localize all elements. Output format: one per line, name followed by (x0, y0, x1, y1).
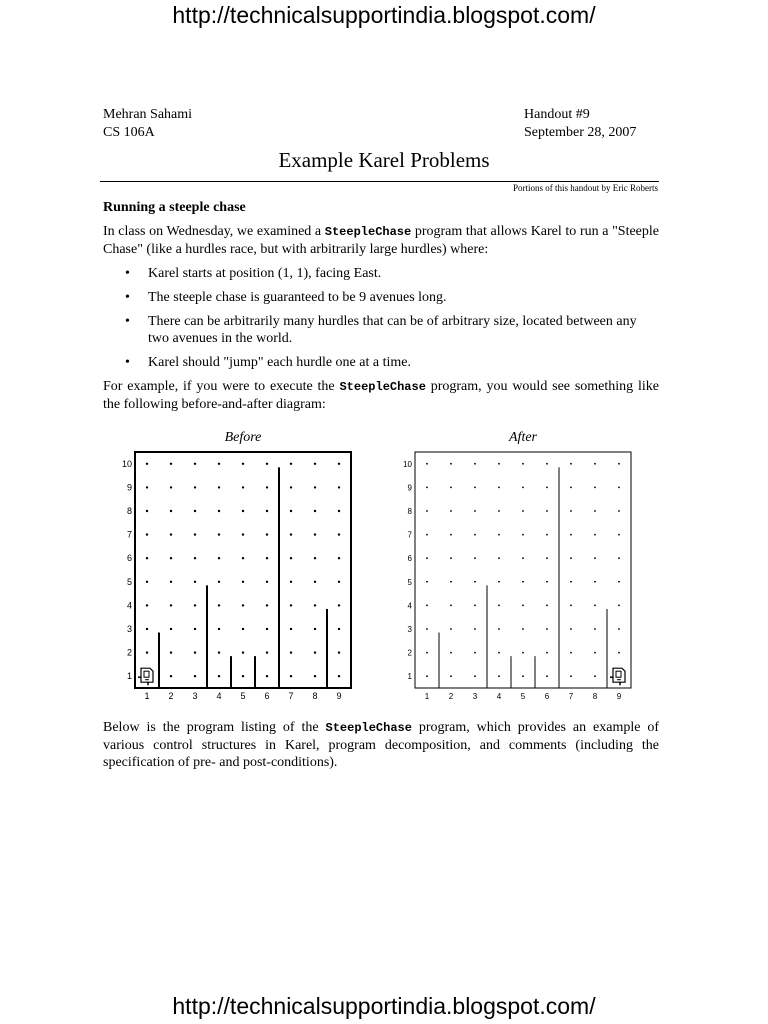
credit-line: Portions of this handout by Eric Roberts (513, 183, 658, 193)
corner-dot (194, 533, 196, 535)
corner-dot (450, 675, 452, 677)
corner-dot (618, 463, 620, 465)
corner-dot (266, 557, 268, 559)
corner-dot (570, 487, 572, 489)
corner-dot (218, 557, 220, 559)
corner-dot (170, 675, 172, 677)
street-label: 6 (126, 553, 132, 564)
corner-dot (522, 487, 524, 489)
corner-dot (314, 604, 316, 606)
corner-dot (194, 628, 196, 630)
corner-dot (218, 510, 220, 512)
corner-dot (618, 581, 620, 583)
intro-code: SteepleChase (324, 225, 412, 239)
corner-dot (290, 675, 292, 677)
street-label: 1 (126, 671, 132, 682)
street-label: 2 (407, 648, 412, 658)
example-text-b: program, you would see something like the following before-and-after diagram: (103, 379, 659, 412)
corner-dot (242, 510, 244, 512)
corner-dot (242, 581, 244, 583)
corner-dot (522, 510, 524, 512)
avenue-label: 6 (264, 691, 270, 701)
corner-dot (338, 510, 340, 512)
avenue-label: 8 (592, 692, 598, 701)
corner-dot (618, 557, 620, 559)
corner-dot (426, 557, 428, 559)
corner-dot (474, 487, 476, 489)
before-world-diagram (120, 452, 360, 704)
corner-dot (618, 605, 620, 607)
street-label: 3 (126, 624, 132, 634)
corner-dot (450, 581, 452, 583)
corner-dot (194, 604, 196, 606)
corner-dot (474, 557, 476, 559)
corner-dot (314, 651, 316, 653)
corner-dot (450, 557, 452, 559)
corner-dot (170, 628, 172, 630)
street-label: 8 (407, 507, 412, 516)
corner-dot (338, 651, 340, 653)
corner-dot (426, 581, 428, 583)
corner-dot (570, 557, 572, 559)
street-label: 3 (407, 625, 412, 634)
corner-dot (170, 510, 172, 512)
corner-dot (242, 557, 244, 559)
corner-dot (498, 605, 500, 607)
corner-dot (146, 604, 148, 606)
corner-dot (546, 675, 548, 677)
corner-dot (290, 533, 292, 535)
street-label: 4 (407, 601, 412, 611)
corner-dot (474, 510, 476, 512)
corner-dot (170, 651, 172, 653)
corner-dot (338, 557, 340, 559)
corner-dot (218, 533, 220, 535)
corner-dot (474, 581, 476, 583)
corner-dot (594, 557, 596, 559)
corner-dot (594, 463, 596, 465)
avenue-label: 1 (144, 691, 150, 701)
corner-dot (218, 486, 220, 488)
avenue-label: 6 (544, 692, 550, 701)
corner-dot (426, 675, 428, 677)
corner-dot (314, 557, 316, 559)
street-label: 5 (407, 577, 412, 587)
section-heading: Running a steeple chase (103, 200, 246, 215)
corner-dot (266, 628, 268, 630)
corner-dot (474, 675, 476, 677)
street-label: 9 (407, 483, 412, 493)
corner-dot (570, 675, 572, 677)
corner-dot (194, 510, 196, 512)
corner-dot (426, 487, 428, 489)
corner-dot (594, 510, 596, 512)
avenue-label: 5 (240, 691, 246, 701)
corner-dot (194, 675, 196, 677)
corner-dot (170, 557, 172, 559)
page-title: Example Karel Problems (278, 148, 490, 172)
corner-dot (594, 487, 596, 489)
corner-dot (498, 675, 500, 677)
listing-text-b: program, which provides an example of various control structures in Karel, program decomposition, and comments (including the specification of pre- and post-conditions). (103, 720, 659, 770)
corner-dot (266, 675, 268, 677)
listing-code: SteepleChase (325, 721, 412, 735)
corner-dot (594, 628, 596, 630)
street-label: 8 (126, 506, 132, 516)
corner-dot (426, 463, 428, 465)
corner-dot (290, 628, 292, 630)
avenue-label: 5 (520, 692, 526, 701)
corner-dot (594, 605, 596, 607)
header-left (103, 106, 192, 142)
intro-text-a: In class on Wednesday, we examined a (103, 224, 325, 239)
corner-dot (498, 487, 500, 489)
corner-dot (450, 534, 452, 536)
street-label: 4 (126, 600, 132, 611)
corner-dot (498, 652, 500, 654)
corner-dot (194, 651, 196, 653)
corner-dot (314, 581, 316, 583)
corner-dot (194, 557, 196, 559)
corner-dot (338, 675, 340, 677)
corner-dot (498, 628, 500, 630)
avenue-label: 1 (424, 692, 430, 701)
street-label: 1 (407, 672, 412, 682)
corner-dot (570, 534, 572, 536)
corner-dot (290, 486, 292, 488)
street-label: 10 (403, 459, 412, 469)
corner-dot (194, 581, 196, 583)
karel-robot-icon (138, 668, 153, 685)
listing-text-a: Below is the program listing of the (103, 720, 326, 735)
avenue-label: 9 (336, 691, 342, 701)
corner-dot (618, 487, 620, 489)
corner-dot (426, 605, 428, 607)
course-code: CS 106A (103, 125, 155, 140)
corner-dot (290, 604, 292, 606)
bottom-banner-url[interactable]: http://technicalsupportindia.blogspot.com/ (172, 993, 596, 1019)
top-banner-url[interactable]: http://technicalsupportindia.blogspot.com/ (172, 2, 596, 28)
corner-dot (338, 463, 340, 465)
corner-dot (314, 533, 316, 535)
avenue-label: 3 (192, 691, 198, 701)
corner-dot (426, 534, 428, 536)
corner-dot (546, 652, 548, 654)
corner-dot (218, 463, 220, 465)
corner-dot (218, 628, 220, 630)
corner-dot (498, 510, 500, 512)
corner-dot (618, 652, 620, 654)
street-label: 2 (126, 647, 132, 658)
avenue-label: 7 (288, 691, 294, 701)
corner-dot (474, 628, 476, 630)
corner-dot (266, 533, 268, 535)
avenue-label: 3 (472, 692, 478, 701)
corner-dot (242, 486, 244, 488)
corner-dot (522, 652, 524, 654)
corner-dot (618, 510, 620, 512)
corner-dot (218, 604, 220, 606)
title-rule (100, 181, 659, 182)
corner-dot (546, 605, 548, 607)
corner-dot (450, 510, 452, 512)
example-paragraph (103, 378, 659, 413)
corner-dot (546, 510, 548, 512)
corner-dot (546, 557, 548, 559)
corner-dot (146, 581, 148, 583)
corner-dot (522, 581, 524, 583)
corner-dot (242, 533, 244, 535)
corner-dot (146, 486, 148, 488)
corner-dot (450, 487, 452, 489)
corner-dot (450, 605, 452, 607)
corner-dot (266, 604, 268, 606)
corner-dot (522, 463, 524, 465)
avenue-label: 9 (616, 692, 622, 701)
corner-dot (218, 581, 220, 583)
corner-dot (474, 605, 476, 607)
street-label: 6 (407, 554, 412, 564)
corner-dot (522, 628, 524, 630)
corner-dot (314, 675, 316, 677)
avenue-label: 4 (216, 691, 222, 701)
corner-dot (290, 510, 292, 512)
street-label: 10 (121, 458, 132, 469)
corner-dot (594, 581, 596, 583)
corner-dot (146, 651, 148, 653)
corner-dot (146, 463, 148, 465)
street-label: 9 (126, 482, 132, 493)
corner-dot (242, 675, 244, 677)
avenue-label: 2 (168, 691, 174, 701)
street-label: 7 (407, 530, 412, 540)
corner-dot (146, 557, 148, 559)
corner-dot (426, 510, 428, 512)
corner-dot (242, 604, 244, 606)
author-name: Mehran Sahami (103, 107, 193, 122)
corner-dot (546, 628, 548, 630)
corner-dot (338, 486, 340, 488)
corner-dot (594, 534, 596, 536)
corner-dot (290, 651, 292, 653)
corner-dot (546, 581, 548, 583)
corner-dot (170, 486, 172, 488)
corner-dot (546, 487, 548, 489)
corner-dot (338, 604, 340, 606)
corner-dot (618, 628, 620, 630)
corner-dot (522, 534, 524, 536)
corner-dot (498, 463, 500, 465)
corner-dot (170, 604, 172, 606)
corner-dot (570, 605, 572, 607)
corner-dot (522, 675, 524, 677)
corner-dot (242, 463, 244, 465)
corner-dot (338, 581, 340, 583)
list-item: • There can be arbitrarily many hurdles that can be of arbitrary size, located between any two avenues in the world. (103, 313, 659, 347)
requirements-list (103, 265, 659, 378)
corner-dot (194, 463, 196, 465)
corner-dot (474, 534, 476, 536)
corner-dot (218, 675, 220, 677)
corner-dot (570, 463, 572, 465)
corner-dot (242, 651, 244, 653)
handout-date: September 28, 2007 (524, 125, 637, 140)
before-caption: Before (224, 430, 262, 445)
karel-robot-icon (610, 668, 625, 685)
listing-paragraph (103, 719, 659, 771)
corner-dot (450, 652, 452, 654)
corner-dot (170, 463, 172, 465)
corner-dot (266, 651, 268, 653)
corner-dot (450, 628, 452, 630)
list-item: • Karel starts at position (1, 1), facing East. (103, 265, 659, 282)
corner-dot (146, 533, 148, 535)
corner-dot (498, 581, 500, 583)
corner-dot (570, 652, 572, 654)
corner-dot (546, 463, 548, 465)
corner-dot (338, 533, 340, 535)
after-caption: After (509, 430, 537, 445)
corner-dot (290, 581, 292, 583)
corner-dot (498, 534, 500, 536)
corner-dot (314, 463, 316, 465)
corner-dot (498, 557, 500, 559)
corner-dot (426, 652, 428, 654)
corner-dot (522, 605, 524, 607)
corner-dot (570, 510, 572, 512)
corner-dot (474, 463, 476, 465)
corner-dot (146, 628, 148, 630)
list-item: • The steeple chase is guaranteed to be 9 avenues long. (103, 289, 659, 306)
avenue-label: 2 (448, 692, 454, 701)
header-right (524, 106, 636, 142)
corner-dot (170, 581, 172, 583)
street-label: 5 (126, 576, 132, 587)
corner-dot (594, 652, 596, 654)
corner-dot (338, 628, 340, 630)
corner-dot (146, 510, 148, 512)
corner-dot (474, 652, 476, 654)
corner-dot (314, 510, 316, 512)
corner-dot (546, 534, 548, 536)
avenue-label: 7 (568, 692, 574, 701)
corner-dot (570, 628, 572, 630)
corner-dot (290, 463, 292, 465)
corner-dot (570, 581, 572, 583)
corner-dot (242, 628, 244, 630)
corner-dot (170, 533, 172, 535)
corner-dot (266, 510, 268, 512)
corner-dot (314, 628, 316, 630)
intro-text-b: program that allows Karel to run a "Steeple Chase" (like a hurdles race, but with arbitrarily large hurdles) where: (103, 224, 660, 257)
intro-paragraph (103, 223, 659, 258)
after-world-diagram (400, 452, 640, 704)
corner-dot (266, 581, 268, 583)
avenue-label: 4 (496, 692, 502, 701)
street-label: 7 (126, 529, 132, 540)
corner-dot (266, 486, 268, 488)
corner-dot (290, 557, 292, 559)
corner-dot (426, 628, 428, 630)
corner-dot (194, 486, 196, 488)
corner-dot (522, 557, 524, 559)
list-item: • Karel should "jump" each hurdle one at a time. (103, 354, 659, 371)
corner-dot (450, 463, 452, 465)
avenue-label: 8 (312, 691, 318, 701)
handout-number: Handout #9 (524, 107, 590, 122)
corner-dot (594, 675, 596, 677)
corner-dot (618, 534, 620, 536)
corner-dot (218, 651, 220, 653)
corner-dot (266, 463, 268, 465)
example-text-a: For example, if you were to execute the (103, 379, 340, 394)
corner-dot (314, 486, 316, 488)
example-code: SteepleChase (339, 380, 426, 394)
